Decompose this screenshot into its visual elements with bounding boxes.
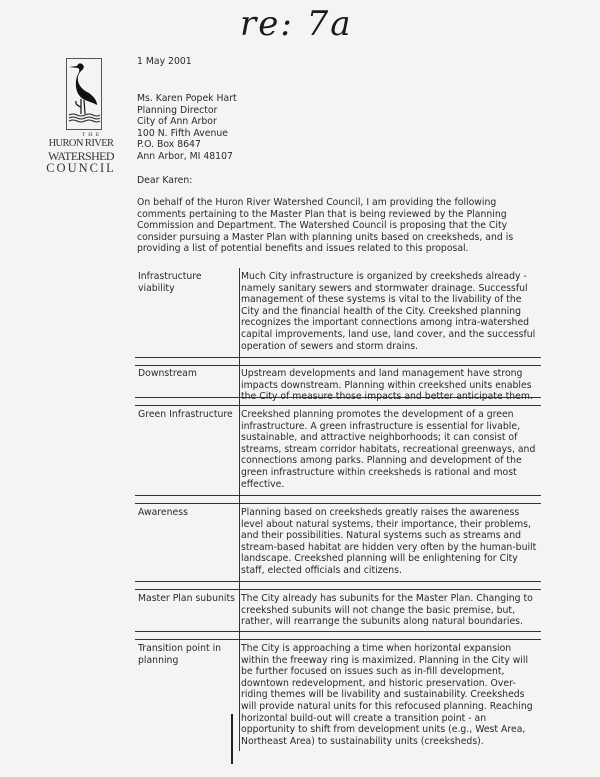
recipient-po-box: P.O. Box 8647 [137,139,201,151]
recipient-street: 100 N. Fifth Avenue [137,127,228,139]
table-row [135,406,541,495]
logo-the: THE [81,132,103,138]
row-text: Much City infrastructure is organized by creeksheds already - namely sanitary sewers and stormwater drainage. Successful management of these systems is vital to the livability of the City and the financial health of the City. Creekshed planning recognizes the important connections among intra-watershed capital improvements, land use, land cover, and the successful operation of sewers and storm drains. [241,271,536,352]
row-topic: Infrastructure viability [138,271,202,294]
table-row [135,590,541,631]
row-topic: Downstream [138,368,197,379]
row-text: Upstream developments and land management have strong impacts downstream. Planning within creekshed units enables the City of measure those impacts and better anticipate them. [241,368,533,403]
table-row [135,366,541,403]
row-topic: Master Plan subunits [138,593,235,604]
table-row [135,268,541,357]
handwritten-annotation: re: 7a [240,4,353,44]
row-text: Creekshed planning promotes the development of a green infrastructure. A green infrastructure is essential for livable, sustainable, and attractive neighborhoods; it can consist of streams, stream corridor habitats, recreational greenways, and connections among parks. Planning and development of the green infrastructure within creeksheds is rational and most effective. [241,409,536,490]
heron-icon [66,58,102,130]
benefits-table [135,268,541,751]
recipient-city: Ann Arbor, MI 48107 [137,150,233,162]
salutation: Dear Karen: [137,175,193,186]
row-topic: Transition point in planning [138,643,222,666]
table-row [135,640,541,751]
row-text: The City already has subunits for the Master Plan. Changing to creekshed subunits will not change the basic premise, but, rather, will rearrange the subunits along natural boundaries. [241,593,533,628]
letter-date: 1 May 2001 [137,56,192,67]
recipient-organization: City of Ann Arbor [137,116,217,128]
intro-paragraph: On behalf of the Huron River Watershed Council, I am providing the following comments pertaining to the Master Plan that is being reviewed by the Planning Commission and Department. The Watershed Council is proposing that the City consider pursuing a Master Plan with planning units based on creeksheds, and is providing a list of potential benefits and issues related to this proposal. [137,197,514,255]
logo-line-3: COUNCIL [46,161,116,175]
organization-logo [46,58,140,175]
recipient-title: Planning Director [137,104,218,116]
logo-line-2: WATERSHED [48,149,114,163]
recipient-address [137,93,237,163]
row-topic: Green Infrastructure [138,409,233,420]
logo-line-1: HURON RIVER [48,138,114,149]
margin-mark [231,714,233,764]
row-text: The City is approaching a time when horizontal expansion within the freeway ring is maximized. Planning in the City will be further focused on issues such as in-fill development, downtown redevelopment, and historic preservation. Over-riding themes will be livability and sustainability. Creeksheds will provide natural units for this refocused planning. Reaching horizontal build-out will create a transition point - an opportunity to shift from development units (e.g., West Area, Northeast Area) to sustainability units (creeksheds). [241,643,533,747]
row-text: Planning based on creeksheds greatly raises the awareness level about natural systems, their importance, their problems, and their possibilities. Natural systems such as streams and stream-based habitat are hidden very often by the human-built landscape. Creekshed planning will be enlightening for City staff, elected officials and citizens. [241,507,537,576]
recipient-name: Ms. Karen Popek Hart [137,93,237,104]
table-row [135,504,541,581]
row-topic: Awareness [138,507,188,518]
